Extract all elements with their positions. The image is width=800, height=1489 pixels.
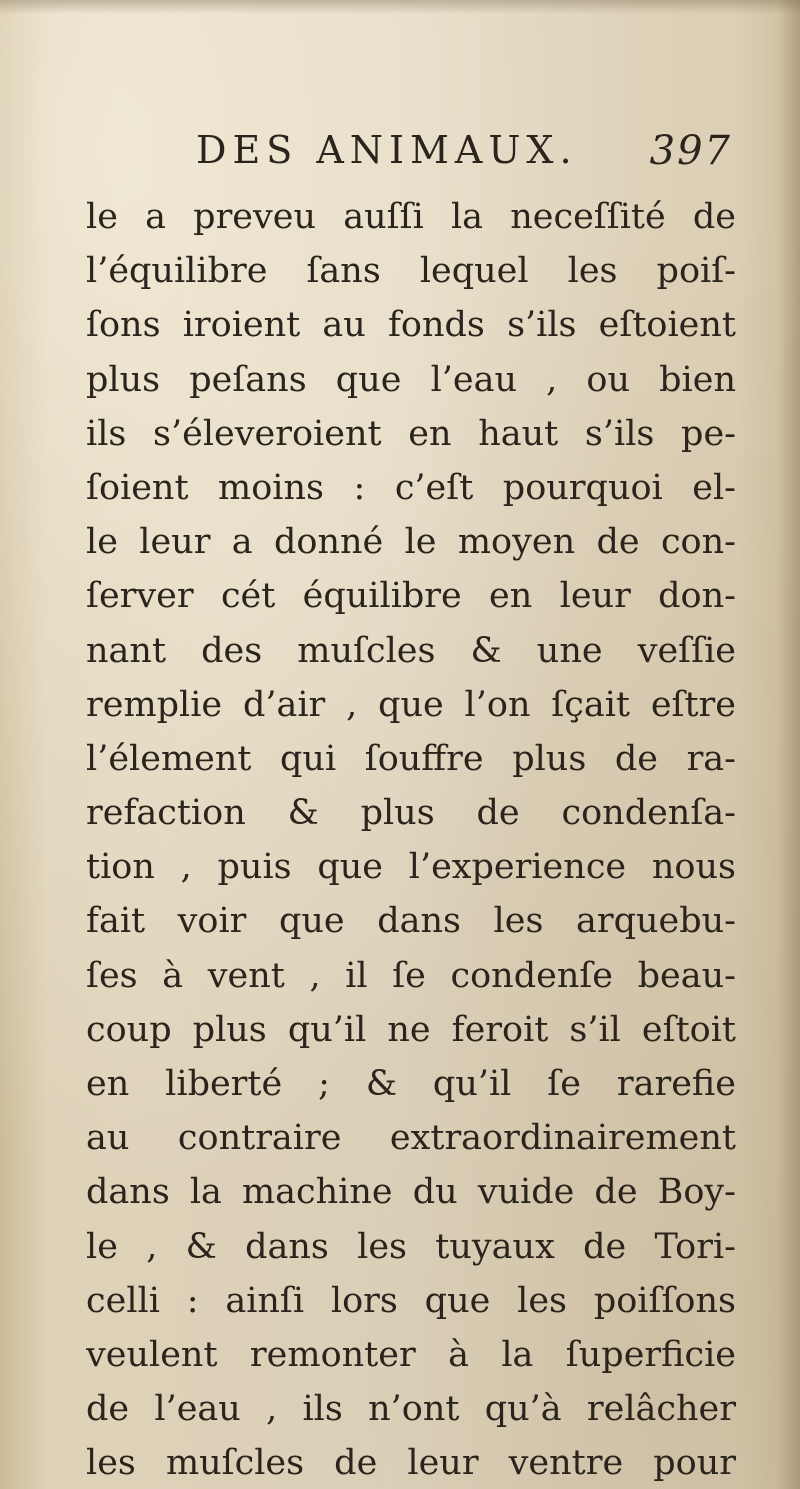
text-line: fait voir que dans les arquebu-	[86, 901, 736, 942]
page-top-shadow	[0, 0, 800, 14]
text-line: ils s’éleveroient en haut s’ils pe-	[86, 413, 736, 454]
text-line: ſes à vent , il ſe condenſe beau-	[86, 955, 736, 996]
text-line: ſerver cét équilibre en leur don-	[86, 576, 736, 617]
text-line: coup plus qu’il ne feroit s’il eſtoit	[86, 1009, 736, 1050]
text-line: les muſcles de leur ventre pour	[86, 1443, 736, 1484]
running-title: DES ANIMAUX.	[196, 128, 578, 172]
text-line: ſoient moins : c’eſt pourquoi el-	[86, 467, 736, 508]
page-right-shadow	[778, 0, 800, 1489]
text-line: le leur a donné le moyen de con-	[86, 522, 736, 563]
text-line: l’équilibre ſans lequel les poiſ-	[86, 251, 736, 292]
text-line: remplie d’air , que l’on ſçait eſtre	[86, 684, 736, 725]
text-line: veulent remonter à la ſuperficie	[86, 1334, 736, 1375]
text-line: en liberté ; & qu’il ſe rarefie	[86, 1064, 736, 1104]
text-line: refaction & plus de condenſa-	[86, 793, 736, 834]
text-line: plus peſans que l’eau , ou bien	[86, 359, 736, 400]
text-line: dans la machine du vuide de Boy-	[86, 1172, 736, 1213]
text-line: ſons iroient au fonds s’ils eſtoient	[86, 305, 736, 346]
text-line: nant des muſcles & une veſſie	[86, 630, 736, 671]
page-number: 397	[649, 128, 732, 174]
running-head	[196, 128, 744, 188]
text-line: celli : ainſi lors que les poiſſons	[86, 1280, 736, 1321]
text-line: au contraire extraordinairement	[86, 1118, 736, 1159]
text-line: le , & dans les tuyaux de Tori-	[86, 1226, 736, 1267]
text-line: le a preveu auſſi la neceſſité de	[86, 197, 736, 237]
text-line: tion , puis que l’experience nous	[86, 847, 736, 888]
body-text	[86, 190, 736, 1489]
text-line: de l’eau , ils n’ont qu’à relâcher	[86, 1389, 736, 1430]
text-line: l’élement qui ſouffre plus de ra-	[86, 738, 736, 779]
